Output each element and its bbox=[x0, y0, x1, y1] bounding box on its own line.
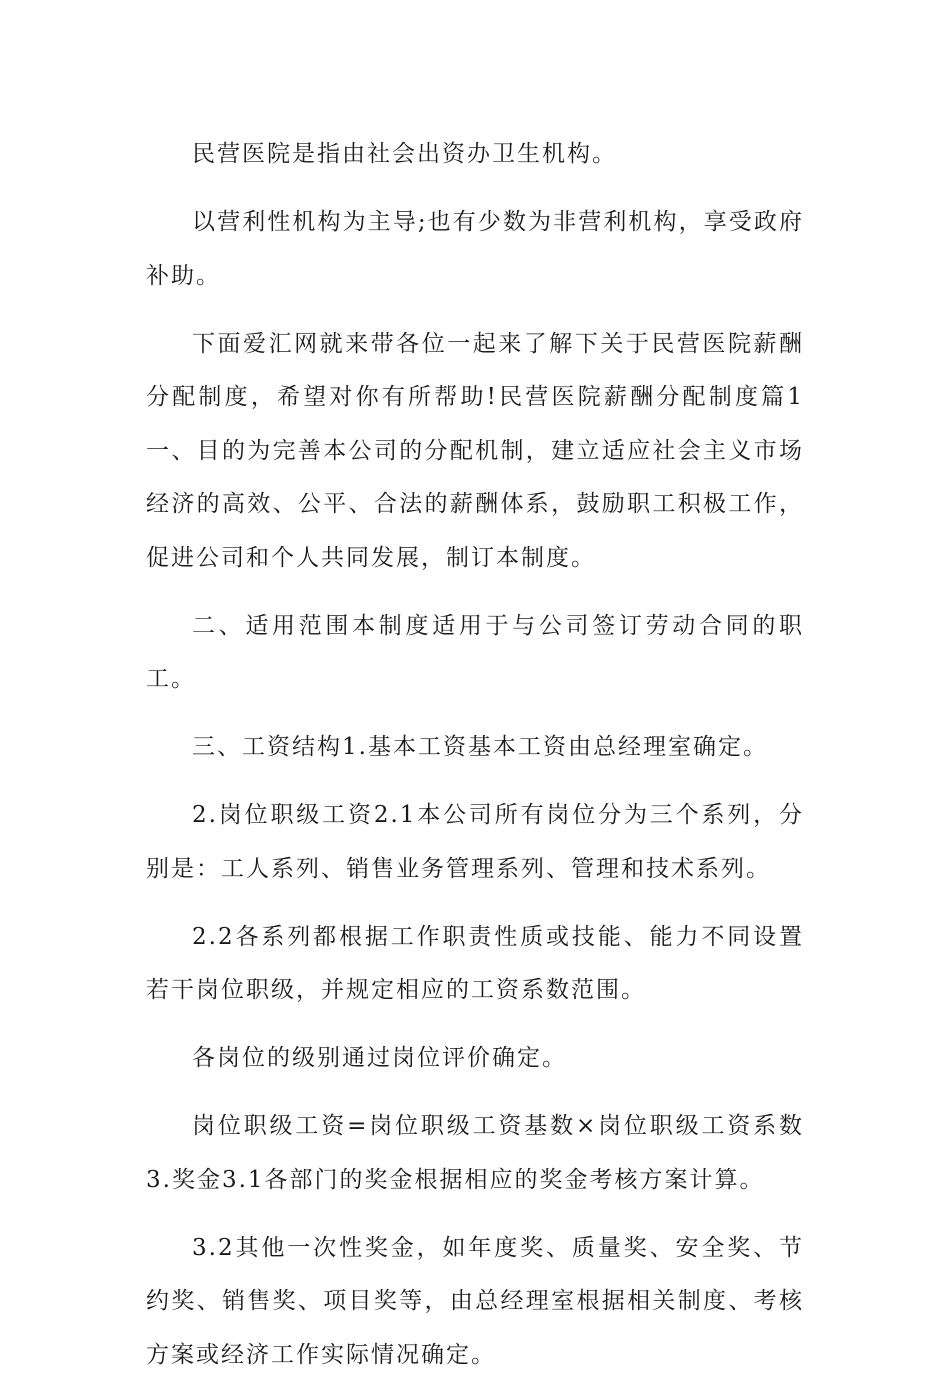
paragraph-one-time-bonus: 3.2其他一次性奖金，如年度奖、质量奖、安全奖、节约奖、销售奖、项目奖等，由总经理室根据相关制度、考核方案或经济工作实际情况确定。 bbox=[146, 1234, 804, 1368]
paragraph-position-levels: 2.2各系列都根据工作职责性质或技能、能力不同设置若干岗位职级，并规定相应的工资系数范围。 bbox=[146, 923, 804, 1003]
paragraph-nature: 以营利性机构为主导;也有少数为非营利机构，享受政府补助。 bbox=[146, 209, 804, 289]
paragraph-purpose: 下面爱汇网就来带各位一起来了解下关于民营医院薪酬分配制度，希望对你有所帮助!民营医院薪酬分配制度篇1一、目的为完善本公司的分配机制，建立适应社会主义市场经济的高效、公平、合法的薪酬体系，鼓励职工积极工作，促进公司和个人共同发展，制订本制度。 bbox=[146, 330, 804, 571]
paragraph-intro: 民营医院是指由社会出资办卫生机构。 bbox=[192, 141, 617, 167]
paragraph-level-evaluation: 各岗位的级别通过岗位评价确定。 bbox=[192, 1045, 567, 1071]
paragraph-wage-formula: 岗位职级工资=岗位职级工资基数×岗位职级工资系数3.奖金3.1各部门的奖金根据相应的奖金考核方案计算。 bbox=[146, 1113, 804, 1193]
paragraph-position-wage: 2.岗位职级工资2.1本公司所有岗位分为三个系列，分别是：工人系列、销售业务管理系列、管理和技术系列。 bbox=[146, 802, 804, 882]
document-body bbox=[146, 128, 804, 1397]
paragraph-scope: 二、适用范围本制度适用于与公司签订劳动合同的职工。 bbox=[146, 612, 804, 692]
paragraph-wage-structure: 三、工资结构1.基本工资基本工资由总经理室确定。 bbox=[192, 734, 768, 760]
